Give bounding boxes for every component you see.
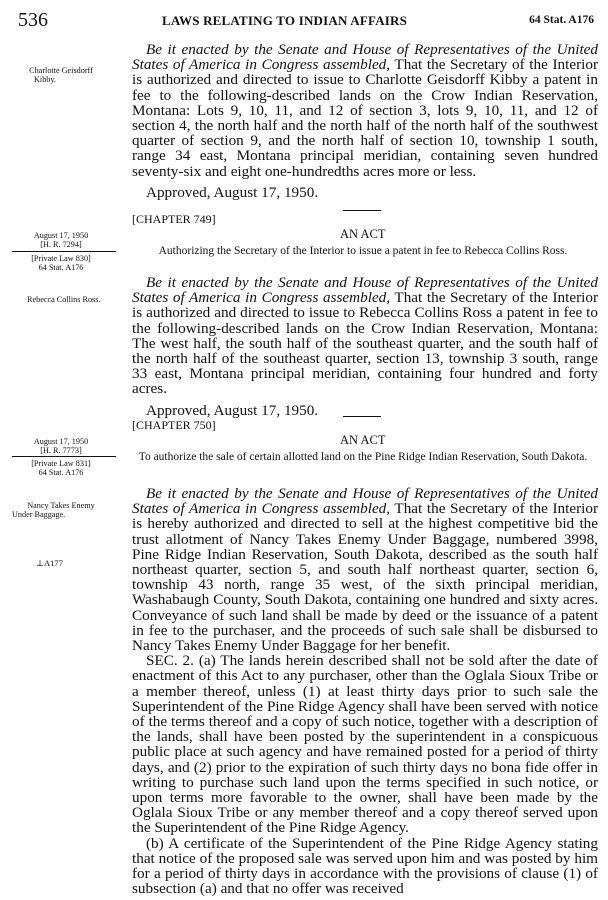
- margin-law-ch750: [Private Law 831] 64 Stat. A176: [31, 459, 91, 477]
- section-2b: (b) A certificate of the Superintendent of the Pine Ridge Agency stating that notice of the proposed sale was served upon him and was posted by him for a period of thirty days in accordance with the provisions of clause (1) of subsection (a) and that no offer was received: [132, 834, 598, 898]
- running-head: LAWS RELATING TO INDIAN AFFAIRS: [162, 13, 408, 28]
- margin-law-ch749: [Private Law 830] 64 Stat. A176: [31, 254, 91, 272]
- chapter-749: [CHAPTER 749]: [132, 212, 216, 226]
- section-kibby: [132, 42, 598, 200]
- approved-date: Approved, August 17, 1950.: [146, 401, 319, 419]
- an-act-heading: AN ACT: [340, 227, 386, 241]
- margin-page-ref: ⊥A177: [36, 558, 63, 568]
- act-title-749: Authorizing the Secretary of the Interior to issue a patent in fee to Rebecca Collins Ross.: [158, 245, 568, 257]
- section-text: That the Secretary of the Interior is hereby authorized and directed to sell at the highest competitive bid the trust allotment of Nancy Takes Enemy Under Baggage, numbered 3998, Pine Ridge Indian Reservation, South Dakota, described as the south half northeast quarter, section 5, and south half northeast quarter, section 6, township 43 north, range 35 west, of the sixth principal meridian, Washabaugh County, South Dakota, containing one hundred and sixty acres. Conveyance of such land shall be made by deed or the issuance of a patent in fee to the purchaser, and the proceeds of such sale shall be disbursed to Nancy Takes Enemy Under Baggage for her benefit.: [132, 500, 598, 655]
- act-title-750: To authorize the sale of certain allotted land on the Pine Ridge Indian Reservation, South Dakota.: [138, 451, 588, 463]
- margin-note-ross: Rebecca Collins Ross.: [27, 295, 101, 304]
- act-rule: [343, 210, 381, 211]
- section-text: That the Secretary of the Interior is authorized and directed to issue to Charlotte Geisdorff Kibby a patent in fee to the following-described lands on the Crow Indian Reservation, Montana: Lots 9, 10, 11, and 12 of section 3, lots 9, 10, 11, and 12 of section 4, the north half and the north half of the north half of the southwest quarter of section 9, and the north half of section 10, township 1 south, range 34 east, Montana principal meridian, containing seven hundred seventy-six and eight one-hundredths acres more or less.: [132, 56, 598, 180]
- act-rule: [343, 416, 381, 417]
- section-nancy: [132, 486, 598, 896]
- enacting-clause: Be it enacted by the Senate and House of Representatives of the United States of America in Congress assembled,: [132, 485, 598, 518]
- stat-reference: 64 Stat. A176: [529, 14, 594, 26]
- section-ross: [132, 275, 598, 418]
- margin-divider: [12, 251, 116, 252]
- section-2a: SEC. 2. (a) The lands herein described shall not be sold after the date of enactment of this Act to any purchaser, other than the Oglala Sioux Tribe or a member thereof, unless (1) at least thirty days prior to such sale the Superintendent of the Pine Ridge Agency shall have been served with notice of the terms thereof and a copy of such notice, together with a description of the lands, shall have been posted by the superintendent in a conspicuous public place at such agency and have remained posted for a period of thirty days, and (2) prior to the expiration of such thirty days no bona fide offer in writing to purchase such land upon the terms specified in such notice, or upon terms more favorable to the owner, shall have been made by the Oglala Sioux Tribe or any member thereof and a copy thereof served upon the Superintendent of the Pine Ridge Agency.: [132, 652, 598, 837]
- margin-date-ch749: August 17, 1950 [H. R. 7294]: [33, 231, 89, 249]
- an-act-heading: AN ACT: [340, 433, 386, 447]
- margin-date-ch750: August 17, 1950 [H. R. 7773]: [33, 437, 89, 455]
- section-text: That the Secretary of the Interior is authorized and directed to issue to Rebecca Collins Ross a patent in fee to the following-described lands on the Crow Indian Reservation, Montana: The west half, the south half of the southeast quarter, and the south half of the north half of the southeast quarter, section 13, township 3 south, range 33 east, Montana principal meridian, containing four hundred and forty acres.: [132, 289, 598, 398]
- enacting-clause: Be it enacted by the Senate and House of Representatives of the United States of America in Congress assembled,: [132, 41, 598, 74]
- approved-date: Approved, August 17, 1950.: [146, 183, 319, 201]
- enacting-clause: Be it enacted by the Senate and House of Representatives of the United States of America in Congress assembled,: [132, 274, 598, 307]
- chapter-750: [CHAPTER 750]: [132, 418, 216, 432]
- margin-note-nancy: Nancy Takes Enemy Under Baggage.: [12, 501, 95, 519]
- page-number: 536: [18, 9, 48, 31]
- margin-note-kibby: Charlotte Geisdorff Kibby.: [29, 66, 93, 84]
- margin-divider: [12, 456, 116, 457]
